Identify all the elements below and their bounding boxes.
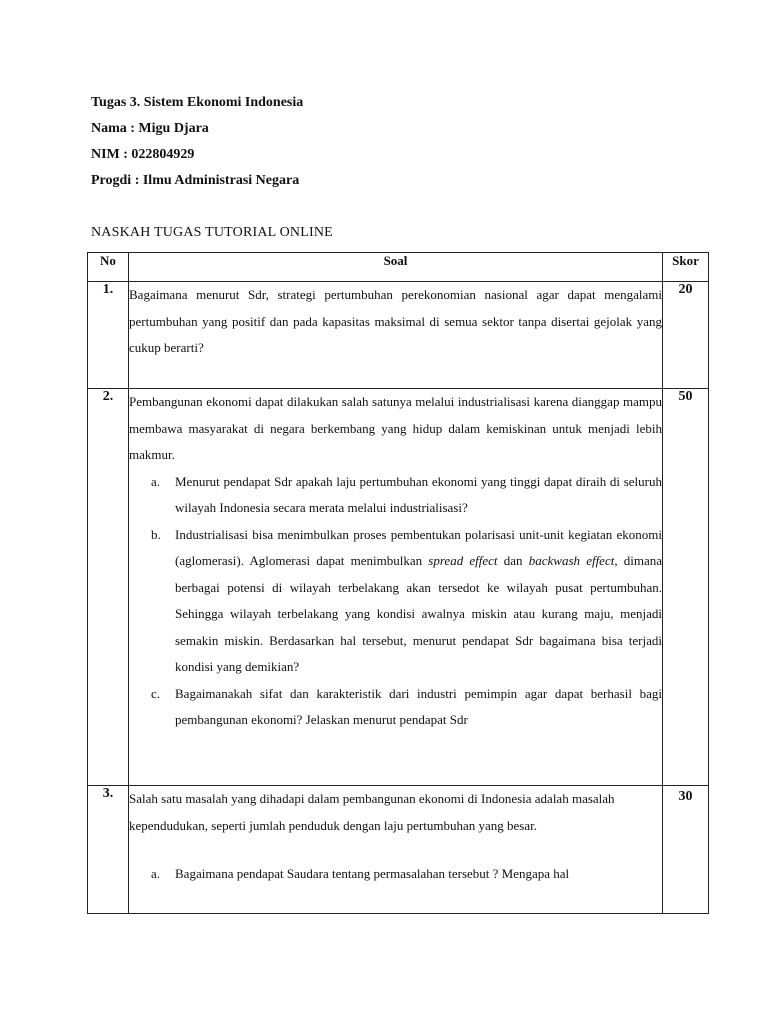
sub-marker: a. bbox=[151, 866, 161, 881]
tasks-table bbox=[87, 252, 709, 914]
document-header bbox=[91, 92, 303, 196]
question-text bbox=[129, 389, 663, 786]
question-number: 3. bbox=[88, 786, 129, 914]
study-program: Progdi : Ilmu Administrasi Negara bbox=[91, 173, 300, 188]
sub-marker: b. bbox=[151, 526, 161, 542]
header-no: No bbox=[88, 253, 129, 282]
question-text bbox=[129, 786, 663, 914]
table-header-row bbox=[88, 253, 709, 282]
sub-text-part: dan bbox=[503, 553, 523, 568]
sub-marker: a. bbox=[151, 473, 161, 489]
header-soal: Soal bbox=[129, 253, 663, 282]
sub-question-a bbox=[151, 469, 662, 522]
question-1-text: Bagaimana menurut Sdr, strategi pertumbuhan perekonomian nasional agar dapat mengalami pertumbuhan yang positif dan pada kapasitas maksimal di semua sektor tanpa disertai gejolak yang cukup berarti? bbox=[129, 287, 662, 355]
student-name: Nama : Migu Djara bbox=[91, 121, 209, 136]
question-score: 50 bbox=[663, 389, 709, 786]
question-number: 1. bbox=[88, 282, 129, 389]
term-backwash-effect: backwash effect bbox=[528, 553, 615, 568]
header-skor: Skor bbox=[663, 253, 709, 282]
table-row bbox=[88, 389, 709, 786]
question-2-intro: Pembangunan ekonomi dapat dilakukan salah satunya melalui industrialisasi karena dianggap mampu membawa masyarakat di negara berkembang yang hidup dalam kemiskinan untuk menjadi lebih makmur. bbox=[129, 394, 662, 462]
sub-marker: c. bbox=[151, 685, 161, 701]
question-score: 30 bbox=[663, 786, 709, 914]
sub-text bbox=[175, 522, 662, 681]
student-nim: NIM : 022804929 bbox=[91, 147, 195, 162]
sub-question-a bbox=[151, 861, 662, 888]
table-row bbox=[88, 282, 709, 389]
term-spread-effect: spread effect bbox=[428, 553, 498, 568]
question-3-intro: Salah satu masalah yang dihadapi dalam pembangunan ekonomi di Indonesia adalah masalah kependudukan, seperti jumlah penduduk dengan laju pertumbuhan yang besar. bbox=[129, 791, 615, 833]
sub-text-part: Industrialisasi bisa menimbulkan proses pembentukan polarisasi unit-unit kegiatan ekonomi (aglomerasi). Aglomerasi dapat menimbulkan bbox=[175, 526, 662, 568]
question-score: 20 bbox=[663, 282, 709, 389]
sub-question-b bbox=[151, 522, 662, 681]
sub-text: Bagaimanakah sifat dan karakteristik dari industri pemimpin agar dapat berhasil bagi pembangunan ekonomi? Jelaskan menurut pendapat Sdr bbox=[175, 685, 662, 727]
table-row bbox=[88, 786, 709, 914]
question-number: 2. bbox=[88, 389, 129, 786]
sub-text: Bagaimana pendapat Saudara tentang permasalahan tersebut ? Mengapa hal bbox=[175, 866, 570, 881]
sub-text: Menurut pendapat Sdr apakah laju pertumbuhan ekonomi yang tinggi dapat diraih di seluruh wilayah Indonesia secara merata melalui industrialisasi? bbox=[175, 473, 662, 515]
question-text bbox=[129, 282, 663, 389]
sub-question-c bbox=[151, 681, 662, 734]
section-title: NASKAH TUGAS TUTORIAL ONLINE bbox=[91, 225, 333, 240]
assignment-title: Tugas 3. Sistem Ekonomi Indonesia bbox=[91, 95, 304, 110]
sub-text-part: , dimana berbagai potensi di wilayah terbelakang akan tersedot ke wilayah pusat pertumbuhan. Sehingga wilayah terbelakang yang kondisi awalnya miskin atau kurang maju, menjadi semakin miskin. Berdasarkan hal tersebut, menurut pendapat Sdr bagaimana bisa terjadi kondisi yang demikian? bbox=[175, 553, 663, 674]
